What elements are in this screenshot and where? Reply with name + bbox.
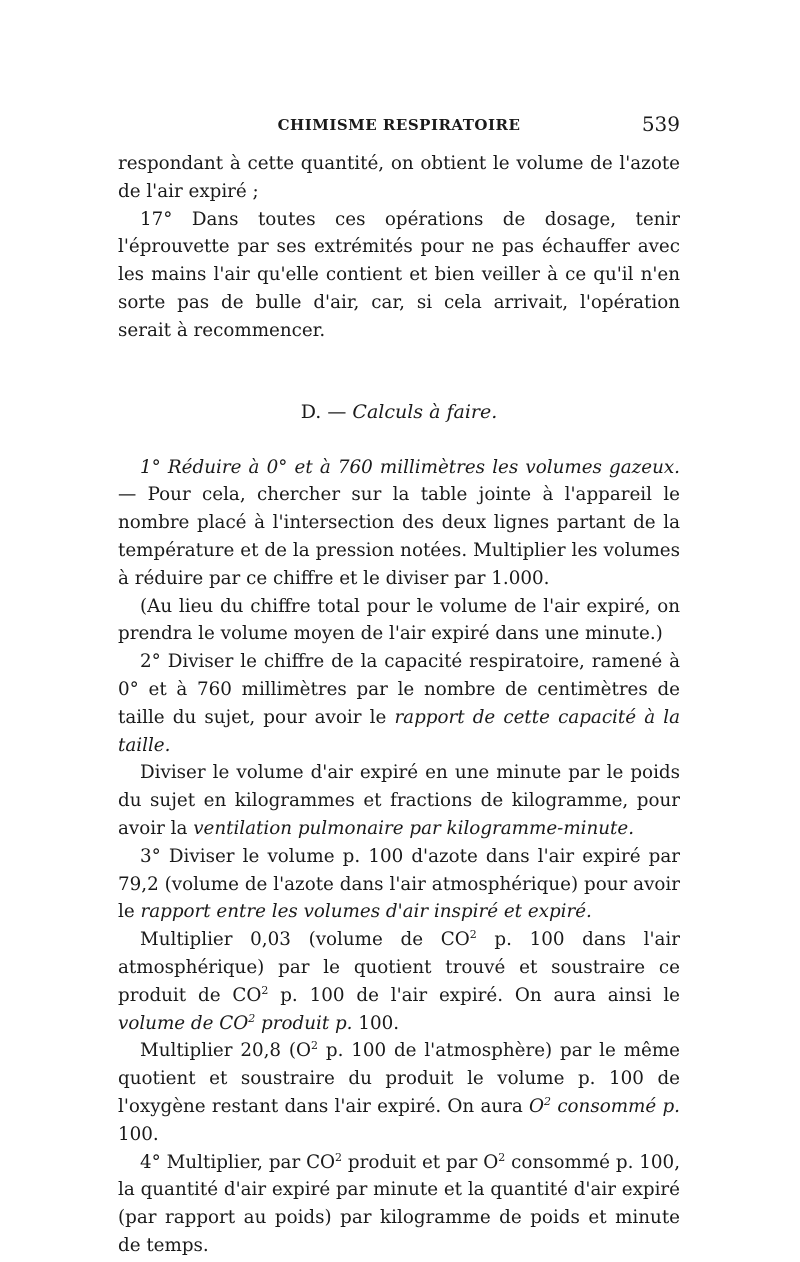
o2-text-end: 100. xyxy=(118,1123,159,1145)
paragraph-o2 xyxy=(118,1037,680,1148)
paragraph-2 xyxy=(118,648,680,759)
paragraph-continuation: respondant à cette quantité, on obtient le volume de l'azote de l'air expiré ; xyxy=(118,153,680,202)
superscript: 2 xyxy=(469,928,477,942)
paragraph-17: 17° Dans toutes ces opérations de dosage, tenir l'éprouvette par ses extrémités pour ne pas échauffer avec les mains l'air qu'elle contient et bien veiller à ce qu'il n'en sorte pas de bulle d'air, car, si cela arrivait, l'opération serait à recommencer. xyxy=(118,208,680,341)
paragraph-2-text: 2° Diviser le chiffre de la capacité respiratoire, ramené à 0° et à 760 millimètres par le nombre de centimètres de taille du sujet, pour avoir le xyxy=(118,651,680,728)
superscript: 2 xyxy=(498,1150,506,1164)
superscript: 2 xyxy=(248,1011,256,1025)
paragraph-ventilation-italic: ventilation pulmonaire par kilogramme-minute. xyxy=(193,817,635,839)
paragraph-note: (Au lieu du chiffre total pour le volume de l'air expiré, on prendra le volume moyen de l'air expiré dans une minute.) xyxy=(118,595,680,645)
paragraph-4-text-a: 4° Multiplier, par CO xyxy=(140,1151,336,1173)
o2-text-a: Multiplier 20,8 (O xyxy=(140,1040,312,1062)
o2-italic xyxy=(529,1096,680,1117)
paragraph-4-text-b: produit et par O xyxy=(342,1151,499,1173)
superscript: 2 xyxy=(335,1150,343,1164)
section-heading xyxy=(118,345,680,454)
o2-text-b: p. 100 de l'atmosphère) par le même quotient et soustraire du produit le volume p. 100 de l'oxygène restant dans l'air expiré. On aura xyxy=(118,1040,681,1117)
superscript: 2 xyxy=(261,983,269,997)
paragraph-1-lead: 1° Réduire à 0° et à 760 millimètres les volumes gazeux. xyxy=(140,456,680,478)
co2-text-a: Multiplier 0,03 (volume de CO xyxy=(140,929,470,951)
paragraph-co2 xyxy=(118,926,680,1037)
paragraph-4 xyxy=(118,1149,680,1260)
co2-italic xyxy=(118,1013,353,1034)
paragraph-ventilation xyxy=(118,759,680,842)
paragraph-2-italic: rapport de cette capacité à la taille. xyxy=(118,706,680,756)
co2-italic-a: volume de CO xyxy=(118,1012,249,1034)
paragraph-3-text: 3° Diviser le volume p. 100 d'azote dans l'air expiré par 79,2 (volume de l'azote dans l'air atmosphérique) pour avoir le xyxy=(118,845,680,923)
page-header xyxy=(118,112,680,138)
section-title: Calculs à faire. xyxy=(352,400,498,423)
co2-text-c: p. 100 de l'air expiré. On aura ainsi le xyxy=(268,984,680,1006)
o2-italic-b: consommé p. xyxy=(551,1095,680,1117)
section-letter: D. — xyxy=(300,400,347,423)
co2-text-end: 100. xyxy=(352,1012,400,1034)
paragraph-1-text: — Pour cela, chercher sur la table jointe à l'appareil le nombre placé à l'intersection des deux lignes partant de la température et de la pression notées. Multiplier les volumes à réduire par ce chiffre et le diviser par 1.000. xyxy=(118,484,680,589)
superscript: 2 xyxy=(311,1039,319,1053)
co2-text-b: p. 100 dans l'air atmosphérique) par le quotient trouvé et soustraire ce produit de CO xyxy=(118,929,680,1006)
paragraph-ventilation-text: Diviser le volume d'air expiré en une minute par le poids du sujet en kilogrammes et fractions de kilogramme, pour avoir la xyxy=(118,762,680,839)
paragraph-3 xyxy=(118,843,680,926)
running-head: CHIMISME RESPIRATOIRE xyxy=(277,116,521,134)
body-text xyxy=(118,150,680,1260)
paragraph-1 xyxy=(118,454,680,593)
paragraph-4-text-c: consommé p. 100, la quantité d'air expiré par minute et la quantité d'air expiré (par rapport au poids) par kilogramme de poids et minute de temps. xyxy=(118,1151,680,1256)
co2-italic-b: produit p. xyxy=(255,1012,353,1034)
o2-italic-a: O xyxy=(529,1095,545,1117)
paragraph-3-italic: rapport entre les volumes d'air inspiré et expiré. xyxy=(140,901,592,923)
page-number: 539 xyxy=(641,112,680,136)
superscript: 2 xyxy=(544,1094,552,1108)
